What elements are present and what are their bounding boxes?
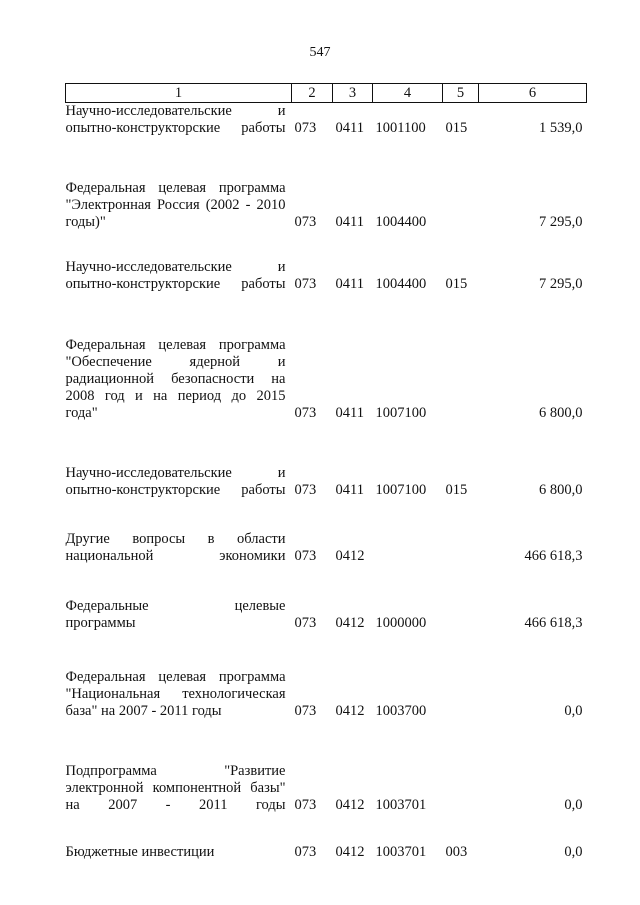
description-line: Федеральная целевая программа — [65, 180, 286, 196]
section-code: 0412 — [335, 797, 365, 813]
expense-type-code — [443, 180, 479, 231]
amount: 466 618,3 — [524, 615, 583, 631]
section-code: 0411 — [335, 482, 364, 498]
row-description — [66, 531, 292, 565]
ministry-code: 073 — [294, 844, 317, 860]
target-article-code: 1001100 — [375, 120, 426, 136]
expense-type-code — [443, 531, 479, 565]
description-line: программы — [65, 615, 136, 631]
target-article-code: 1003701 — [375, 844, 427, 860]
description-line: Подпрограмма "Развитие — [65, 763, 286, 779]
amount: 7 295,0 — [539, 276, 583, 292]
row-spacer — [66, 565, 587, 598]
description-line: Федеральные целевые — [65, 598, 286, 614]
row-spacer — [66, 814, 587, 844]
description-line: Федеральная целевая программа — [65, 337, 286, 353]
row-spacer — [66, 499, 587, 531]
target-article-code: 1003700 — [375, 703, 427, 719]
table-body — [66, 103, 587, 862]
section-code: 0411 — [335, 276, 364, 292]
row-spacer — [66, 632, 587, 669]
amount: 0,0 — [564, 703, 583, 719]
table-row — [66, 763, 587, 814]
target-article-code — [373, 531, 443, 565]
expense-type-code: 015 — [445, 482, 468, 498]
target-article-code: 1004400 — [375, 276, 427, 292]
ministry-code: 073 — [294, 548, 317, 564]
ministry-code: 073 — [294, 405, 317, 421]
ministry-code: 073 — [294, 482, 317, 498]
ministry-code: 073 — [294, 214, 317, 230]
row-spacer — [66, 422, 587, 465]
row-description — [66, 337, 292, 422]
section-code: 0411 — [335, 214, 364, 230]
row-spacer — [66, 231, 587, 259]
section-code: 0412 — [335, 548, 365, 564]
ministry-code: 073 — [294, 276, 317, 292]
column-header: 3 — [333, 84, 373, 103]
row-description — [66, 465, 292, 499]
description-line: Научно-исследовательские и — [65, 465, 286, 481]
row-description — [66, 669, 292, 720]
row-spacer — [66, 137, 587, 180]
target-article-code: 1007100 — [375, 405, 427, 421]
row-spacer — [66, 720, 587, 763]
row-description — [66, 763, 292, 814]
table-row — [66, 180, 587, 231]
row-description — [66, 598, 292, 632]
column-header: 2 — [292, 84, 333, 103]
table-row — [66, 531, 587, 565]
table-row — [66, 103, 587, 138]
target-article-code: 1004400 — [375, 214, 427, 230]
description-line: на 2007 - 2011 годы — [65, 797, 286, 813]
row-spacer — [66, 293, 587, 337]
description-line: электронной компонентной базы" — [65, 780, 286, 796]
column-header: 4 — [373, 84, 443, 103]
amount: 466 618,3 — [524, 548, 583, 564]
section-code: 0411 — [335, 405, 364, 421]
description-line: "Национальная технологическая — [65, 686, 286, 702]
column-header: 1 — [66, 84, 292, 103]
description-line: Научно-исследовательские и — [65, 103, 286, 119]
description-line: Другие вопросы в области — [65, 531, 286, 547]
expense-type-code — [443, 669, 479, 720]
target-article-code: 1003701 — [375, 797, 427, 813]
table-row — [66, 465, 587, 499]
section-code: 0412 — [335, 703, 365, 719]
ministry-code: 073 — [294, 797, 317, 813]
section-code: 0412 — [335, 615, 365, 631]
section-code: 0412 — [335, 844, 365, 860]
expense-type-code: 003 — [445, 844, 468, 860]
table-row — [66, 598, 587, 632]
description-line: 2008 год и на период до 2015 — [65, 388, 286, 404]
amount: 6 800,0 — [539, 482, 583, 498]
target-article-code: 1000000 — [375, 615, 427, 631]
table-header-row — [66, 84, 587, 103]
description-line: радиационной безопасности на — [65, 371, 286, 387]
page-number: 547 — [309, 45, 331, 60]
amount: 0,0 — [564, 844, 583, 860]
row-description — [66, 259, 292, 293]
expense-type-code: 015 — [445, 276, 468, 292]
amount: 7 295,0 — [539, 214, 583, 230]
table-row — [66, 337, 587, 422]
description-line: годы)" — [65, 214, 106, 230]
expense-type-code — [443, 598, 479, 632]
row-description — [66, 180, 292, 231]
description-line: опытно-конструкторские работы — [65, 482, 286, 498]
column-header: 5 — [443, 84, 479, 103]
budget-table — [65, 83, 587, 861]
row-description — [66, 103, 292, 138]
description-line: Бюджетные инвестиции — [65, 844, 215, 860]
ministry-code: 073 — [294, 615, 317, 631]
amount: 1 539,0 — [539, 120, 583, 136]
ministry-code: 073 — [294, 120, 317, 136]
expense-type-code: 015 — [445, 120, 468, 136]
column-header: 6 — [479, 84, 587, 103]
expense-type-code — [443, 763, 479, 814]
amount: 0,0 — [564, 797, 583, 813]
description-line: национальной экономики — [65, 548, 286, 564]
expense-type-code — [443, 337, 479, 422]
target-article-code: 1007100 — [375, 482, 427, 498]
table-row — [66, 669, 587, 720]
description-line: Федеральная целевая программа — [65, 669, 286, 685]
amount: 6 800,0 — [539, 405, 583, 421]
row-description — [66, 844, 292, 861]
description-line: опытно-конструкторские работы — [65, 120, 286, 136]
description-line: "Электронная Россия (2002 - 2010 — [65, 197, 286, 213]
description-line: Научно-исследовательские и — [65, 259, 286, 275]
section-code: 0411 — [335, 120, 364, 136]
description-line: база" на 2007 - 2011 годы — [65, 703, 222, 719]
table-row — [66, 844, 587, 861]
description-line: опытно-конструкторские работы — [65, 276, 286, 292]
description-line: "Обеспечение ядерной и — [65, 354, 286, 370]
table-row — [66, 259, 587, 293]
ministry-code: 073 — [294, 703, 317, 719]
description-line: года" — [65, 405, 98, 421]
